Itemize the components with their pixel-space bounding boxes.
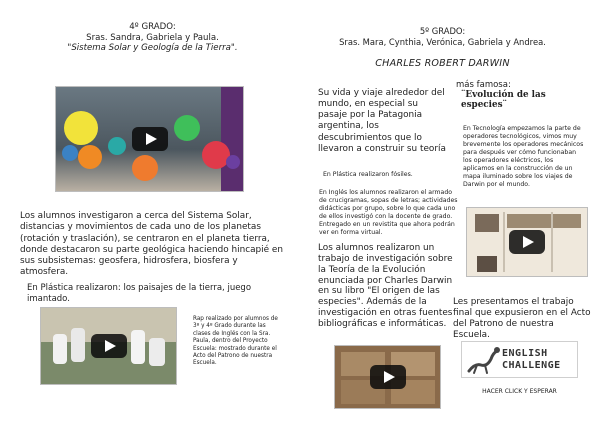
lizard-icon bbox=[465, 343, 501, 377]
planet-yellow bbox=[64, 111, 98, 145]
kid-figure bbox=[131, 330, 145, 364]
grade4-header bbox=[40, 22, 265, 54]
grade4-teachers: Sras. Sandra, Gabriela y Paula. bbox=[86, 32, 219, 43]
newspaper-column-rule bbox=[551, 212, 553, 272]
grade5-title: 5º GRADO: bbox=[419, 26, 466, 36]
planet-blue bbox=[62, 145, 78, 161]
book-title: ¨Evolución de las especies¨ bbox=[461, 90, 546, 110]
english-challenge-logo[interactable] bbox=[461, 341, 578, 378]
newspaper-figure-row bbox=[507, 214, 581, 228]
planets-video[interactable] bbox=[55, 86, 244, 192]
fossils-video[interactable] bbox=[334, 345, 441, 409]
grade5-teachers: Sras. Mara, Cynthia, Verónica, Gabriela y Andrea. bbox=[339, 36, 546, 47]
plastica-paragraph: En Plástica realizaron: los paisajes de la tierra, juego imantado. bbox=[27, 283, 252, 304]
newspaper-column-rule bbox=[503, 212, 505, 272]
planet-orange bbox=[78, 145, 102, 169]
logo-line-2: CHALLENGE bbox=[502, 359, 561, 371]
more-famous-label: más famosa: bbox=[456, 80, 511, 90]
fosiles-paragraph: En Plástica realizaron fósiles. bbox=[323, 171, 413, 178]
grade4-title: 4º GRADO: bbox=[129, 22, 176, 32]
investigation-paragraph: Los alumnos realizaron un trabajo de investigación sobre la Teoría de la Evolución enunciada por Charles Darwin en su libro "El origen de las especies". Además de la investigación en otras fuentes bibliográficas e informáticas. bbox=[318, 243, 453, 330]
play-button-icon[interactable] bbox=[509, 230, 545, 254]
scientist-name: CHARLES ROBERT DARWIN bbox=[375, 58, 510, 69]
logo-line-1: ENGLISH bbox=[502, 348, 548, 359]
ingles-paragraph: En Inglés los alumnos realizaron el armado de crucigramas, sopas de letras; actividades didácticas por grupo, sobre lo que cada uno de ellos investigó con la docente de grado. Entregado en un revistita que ahora podrán ver en forma virtual. bbox=[319, 189, 458, 237]
click-caption: HACER CLICK Y ESPERAR bbox=[482, 388, 557, 395]
play-button-icon[interactable] bbox=[91, 334, 127, 358]
planets-purple-panel bbox=[221, 87, 243, 191]
rap-caption: Rap realizado por alumnos de 3º y 4º Grado durante las clases de Inglés con la Sra. Paula, dentro del Proyecto Escuela: mostrado durante el Acto del Patrono de nuestra Escuela. bbox=[193, 316, 278, 367]
newspaper-video[interactable] bbox=[466, 207, 588, 277]
planet-green bbox=[174, 115, 200, 141]
rap-video[interactable] bbox=[40, 307, 177, 385]
planet-purple bbox=[226, 155, 240, 169]
play-button-icon[interactable] bbox=[370, 365, 406, 389]
tecnologia-paragraph: En Tecnología empezamos la parte de operadores tecnológicos, vimos muy brevemente los operadores mecánicos para después ver cómo funcionaban los operadores eléctricos, los aplicamos en la construcción de un mapa iluminado sobre los viajes de Darwin por el mundo. bbox=[463, 125, 584, 188]
planet-orange-2 bbox=[132, 155, 158, 181]
voyage-paragraph: Su vida y viaje alrededor del mundo, en especial su pasaje por la Patagonia argentina, los descubrimientos que lo llevaron a construir su teoría bbox=[318, 88, 446, 154]
kid-figure bbox=[149, 338, 165, 366]
solar-system-paragraph: Los alumnos investigaron a cerca del Sistema Solar, distancias y movimientos de cada uno de los planetas (rotación y traslación), se centraron en el planeta tierra, donde destacaron su parte geológica haciendo hincapié en sus subsistemas: geosfera, hidrosfera, biosfera y atmosfera. bbox=[20, 211, 283, 278]
grade4-project: "Sistema Solar y Geología de la Tierra". bbox=[67, 43, 238, 54]
kid-figure bbox=[71, 328, 85, 362]
newspaper-photo bbox=[475, 214, 499, 232]
grade5-header bbox=[325, 26, 560, 48]
newspaper-photo-2 bbox=[477, 256, 497, 272]
play-button-icon[interactable] bbox=[132, 127, 168, 151]
kid-figure bbox=[53, 334, 67, 364]
planet-teal bbox=[108, 137, 126, 155]
presentamos-paragraph: Les presentamos el trabajo final que expusieron en el Acto del Patrono de nuestra Escuela. bbox=[453, 297, 591, 340]
